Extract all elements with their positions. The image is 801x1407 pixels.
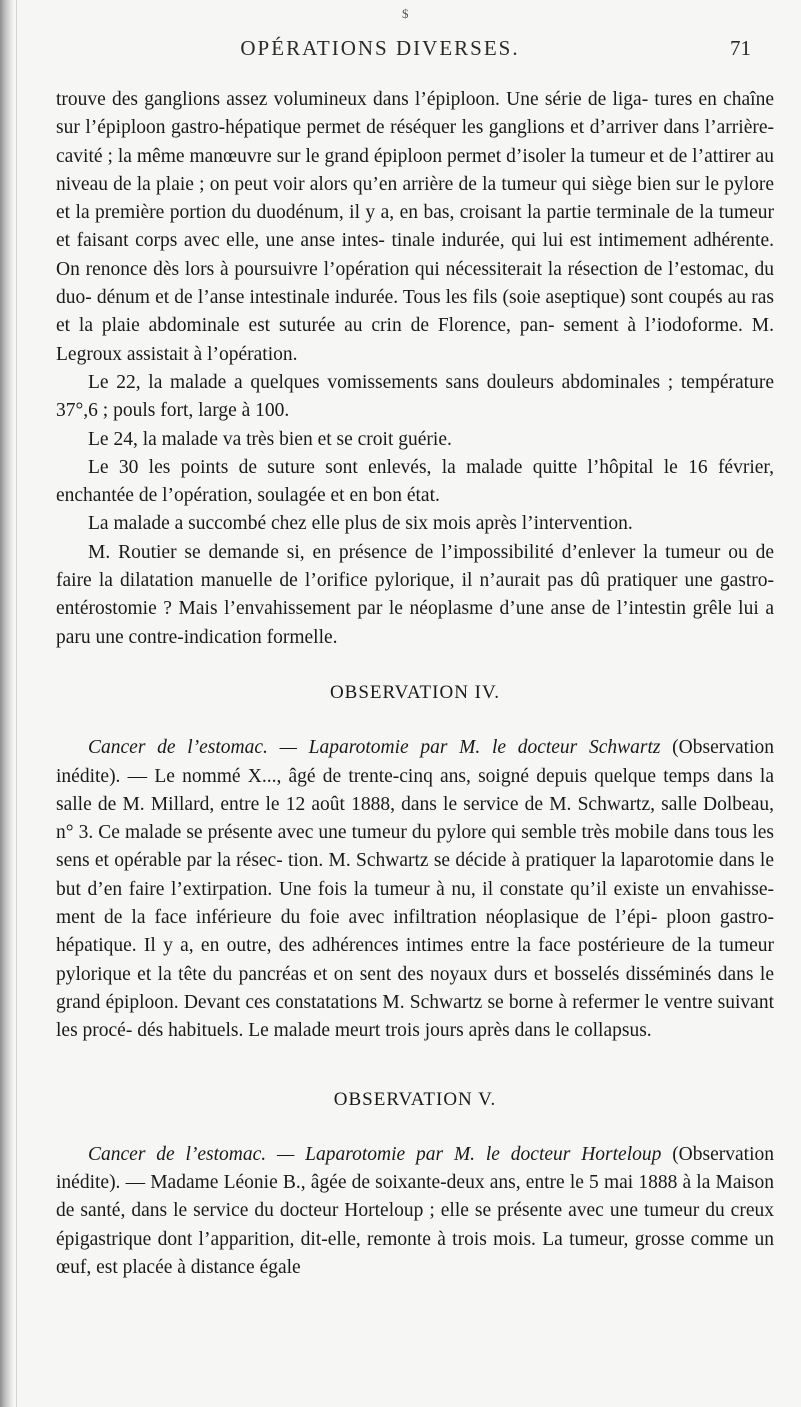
page-mark: $ bbox=[402, 6, 409, 21]
book-spine-shadow bbox=[0, 0, 14, 1407]
observation-iv-body: (Observation inédite). — Le nommé X..., âgé de trente-cinq ans, soigné depuis quelque temps dans la salle de M. Millard, entre le 12 août 1888, dans le service de M. Schwartz, salle Dolbeau, n° 3. Ce malade se présente avec une tumeur du pylore qui semble très mobile dans tous les sens et opérable par la résec- tion. M. Schwartz se décide à pratiquer la laparotomie dans le but d’en faire l’extirpation. Une fois la tumeur à nu, il constate qu’il existe un envahisse- ment de la face inférieure du foie avec infiltration néoplasique de l’épi- ploon gastro-hépatique. Il y a, en outre, des adhérences intimes entre la face postérieure de la tumeur pylorique et la tête du pancréas et on sent des noyaux durs et bosselés disséminés dans le grand épiploon. Devant ces constatations M. Schwartz se borne à refermer le ventre suivant les procé- dés habituels. Le malade meurt trois jours après dans le collapsus. bbox=[56, 737, 774, 1042]
section-heading-observation-iv: OBSERVATION IV. bbox=[329, 681, 501, 703]
gutter-line bbox=[16, 0, 17, 1407]
body-text bbox=[56, 86, 774, 1282]
paragraph: M. Routier se demande si, en présence de l’impossibilité d’enlever la tumeur ou de faire la dilatation manuelle de l’orifice pylorique, il n’aurait pas dû pratiquer une gastro-entérostomie ? Mais l’envahissement par le néoplasme d’une anse de l’intestin grêle lui a paru une contre-indication formelle. bbox=[56, 541, 774, 648]
observation-v-body: (Observation inédite). — Madame Léonie B., âgée de soixante-deux ans, entre le 5 mai 1888 à la Maison de santé, dans le service du docteur Horteloup ; elle se présente avec une tumeur du creux épigastrique dont l’apparition, dit-elle, remonte à trois mois. La tumeur, grosse comme un œuf, est placée à distance égale bbox=[56, 1143, 774, 1278]
paragraph: Le 30 les points de suture sont enlevés, la malade quitte l’hôpital le 16 février, enchantée de l’opération, soulagée et en bon état. bbox=[56, 456, 774, 507]
paragraph: trouve des ganglions assez volumineux dans l’épiploon. Une série de liga- tures en chaîne sur l’épiploon gastro-hépatique permet de réséquer les ganglions et d’arriver dans l’arrière-cavité ; la même manœuvre sur le grand épiploon permet d’isoler la tumeur et de l’attirer au niveau de la plaie ; on peut voir alors qu’en arrière de la tumeur qui siège bien sur le pylore et la première portion du duodénum, il y a, en bas, croisant la partie terminale de la tumeur et faisant corps avec elle, une anse intes- tinale indurée, qui lui est intimement adhérente. On renonce dès lors à poursuivre l’opération qui nécessiterait la résection de l’estomac, du duo- dénum et de l’anse intestinale indurée. Tous les fils (soie aseptique) sont coupés au ras et la plaie abdominale est suturée au crin de Florence, pan- sement à l’iodoforme. M. Legroux assistait à l’opération. bbox=[56, 89, 774, 365]
page-number: 71 bbox=[730, 36, 751, 60]
paragraph: Le 24, la malade va très bien et se croit guérie. bbox=[88, 428, 452, 450]
observation-v-lead: Cancer de l’estomac. — Laparotomie par M. le docteur Horteloup bbox=[88, 1143, 662, 1165]
section-heading-observation-v: OBSERVATION V. bbox=[333, 1088, 497, 1110]
observation-v-text bbox=[56, 1141, 774, 1282]
observation-iv-lead: Cancer de l’estomac. — Laparotomie par M. le docteur Schwartz bbox=[88, 737, 661, 759]
paragraph: La malade a succombé chez elle plus de six mois après l’intervention. bbox=[88, 513, 633, 535]
observation-iv-text bbox=[56, 734, 774, 1045]
paragraph: Le 22, la malade a quelques vomissements sans douleurs abdominales ; température 37°,6 ; pouls fort, large à 100. bbox=[56, 371, 774, 422]
running-title: OPÉRATIONS DIVERSES. bbox=[240, 36, 520, 60]
